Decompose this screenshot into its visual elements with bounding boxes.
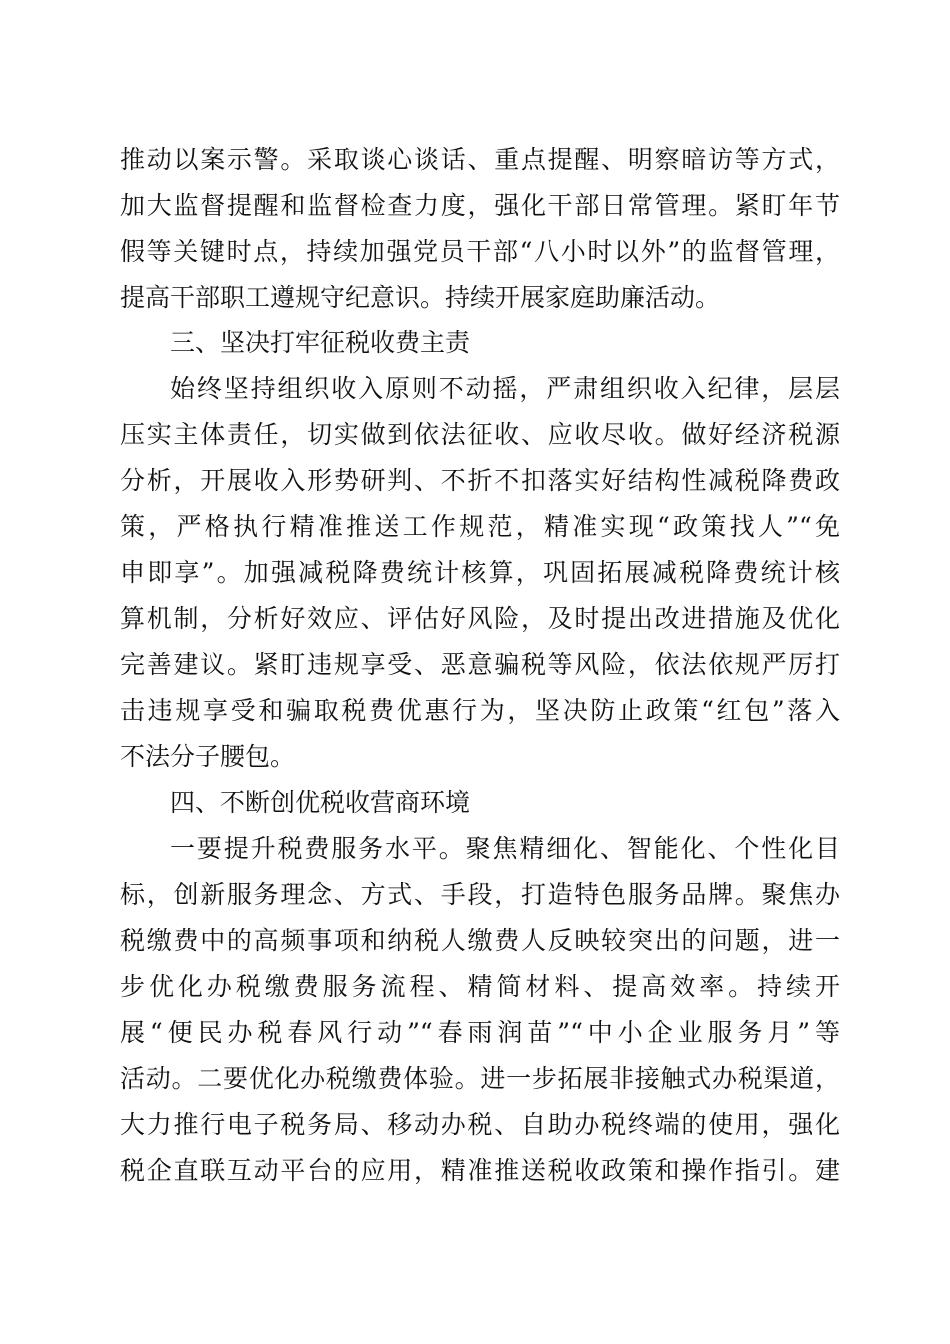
- paragraph-line: 税缴费中的高频事项和纳税人缴费人反映较突出的问题，进一: [120, 926, 840, 955]
- paragraph-line: 大力推行电子税务局、移动办税、自助办税终端的使用，强化: [120, 1110, 840, 1139]
- paragraph-line: 始终坚持组织收入原则不动摇，严肃组织收入纪律，层层: [170, 374, 840, 403]
- paragraph-line: 完善建议。紧盯违规享受、恶意骗税等风险，依法依规严厉打: [120, 650, 840, 679]
- paragraph-line: 标，创新服务理念、方式、手段，打造特色服务品牌。聚焦办: [120, 880, 840, 909]
- paragraph-line: 步优化办税缴费服务流程、精简材料、提高效率。持续开: [120, 972, 840, 1001]
- paragraph-line: 不法分子腰包。: [120, 742, 296, 771]
- paragraph-line: 申即享”。加强减税降费统计核算，巩固拓展减税降费统计核: [120, 558, 840, 587]
- paragraph-line: 假等关键时点，持续加强党员干部“八小时以外”的监督管理，: [120, 237, 840, 266]
- paragraph-line: 压实主体责任，切实做到依法征收、应收尽收。做好经济税源: [120, 420, 840, 449]
- paragraph-line: 展“便民办税春风行动”“春雨润苗”“中小企业服务月”等: [120, 1018, 840, 1047]
- paragraph-line: 分析，开展收入形势研判、不折不扣落实好结构性减税降费政: [120, 466, 840, 495]
- section-heading-3: 三、坚决打牢征税收费主责: [170, 328, 471, 357]
- section-heading-4: 四、不断创优税收营商环境: [170, 788, 471, 817]
- paragraph-line: 提高干部职工遵规守纪意识。持续开展家庭助廉活动。: [120, 283, 721, 312]
- paragraph-line: 活动。二要优化办税缴费体验。进一步拓展非接触式办税渠道，: [120, 1064, 840, 1093]
- paragraph-line: 一要提升税费服务水平。聚焦精细化、智能化、个性化目: [170, 834, 840, 863]
- paragraph-line: 击违规享受和骗取税费优惠行为，坚决防止政策“红包”落入: [120, 696, 840, 725]
- paragraph-line: 推动以案示警。采取谈心谈话、重点提醒、明察暗访等方式，: [120, 145, 840, 174]
- paragraph-line: 策，严格执行精准推送工作规范，精准实现“政策找人”“免: [120, 512, 840, 541]
- paragraph-line: 算机制，分析好效应、评估好风险，及时提出改进措施及优化: [120, 604, 840, 633]
- paragraph-line: 加大监督提醒和监督检查力度，强化干部日常管理。紧盯年节: [120, 191, 840, 220]
- paragraph-line: 税企直联互动平台的应用，精准推送税收政策和操作指引。建: [120, 1156, 840, 1185]
